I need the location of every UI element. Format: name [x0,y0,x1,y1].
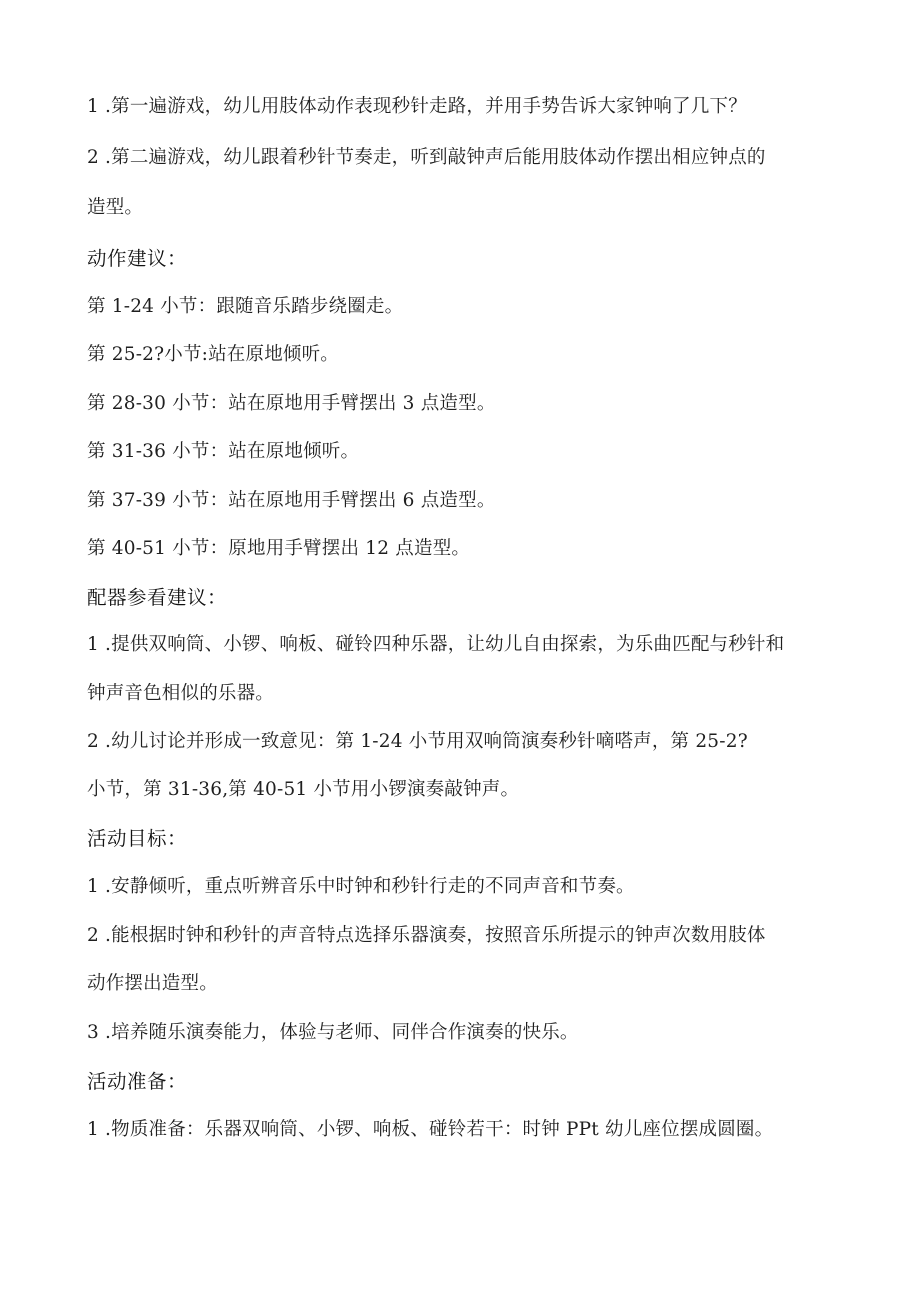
instrument-line-3: 2 .幼儿讨论并形成一致意见：第 1-24 小节用双响筒演奏秒针嘀嗒声，第 25-2? [87,731,748,752]
heading-activity-preparation: 活动准备： [87,1070,188,1093]
heading-action-suggestions: 动作建议： [87,247,188,270]
game-step-1: 1 .第一遍游戏，幼儿用肢体动作表现秒针走路，并用手势告诉大家钟响了几下？ [87,96,747,117]
goal-line-1: 1 .安静倾听，重点听辨音乐中时钟和秒针行走的不同声音和节奏。 [87,876,635,897]
instrument-line-4: 小节，第 31-36,第 40-51 小节用小锣演奏敲钟声。 [87,779,520,800]
prep-line-1: 1 .物质准备：乐器双响筒、小锣、响板、碰铃若干：时钟 PPt 幼儿座位摆成圆圈。 [87,1119,774,1140]
instrument-line-1: 1 .提供双响筒、小锣、响板、碰铃四种乐器，让幼儿自由探索，为乐曲匹配与秒针和 [87,634,785,655]
goal-line-4: 3 .培养随乐演奏能力，体验与老师、同伴合作演奏的快乐。 [87,1022,579,1043]
game-step-2-continued: 造型。 [87,197,144,218]
game-step-2: 2 .第二遍游戏，幼儿跟着秒针节奏走，听到敲钟声后能用肢体动作摆出相应钟点的 [87,147,766,168]
goal-line-3: 动作摆出造型。 [87,973,218,994]
heading-activity-goals: 活动目标： [87,827,188,850]
action-line-5: 第 37-39 小节：站在原地用手臂摆出 6 点造型。 [87,490,496,511]
action-line-1: 第 1-24 小节：跟随音乐踏步绕圈走。 [87,296,404,317]
goal-line-2: 2 .能根据时钟和秒针的声音特点选择乐器演奏，按照音乐所提示的钟声次数用肢体 [87,925,766,946]
action-line-3: 第 28-30 小节：站在原地用手臂摆出 3 点造型。 [87,393,496,414]
heading-instrument-suggestions: 配器参看建议： [87,586,228,609]
instrument-line-2: 钟声音色相似的乐器。 [87,683,275,704]
action-line-6: 第 40-51 小节：原地用手臂摆出 12 点造型。 [87,538,471,559]
action-line-4: 第 31-36 小节：站在原地倾听。 [87,441,360,462]
action-line-2: 第 25-2?小节:站在原地倾听。 [87,344,339,365]
